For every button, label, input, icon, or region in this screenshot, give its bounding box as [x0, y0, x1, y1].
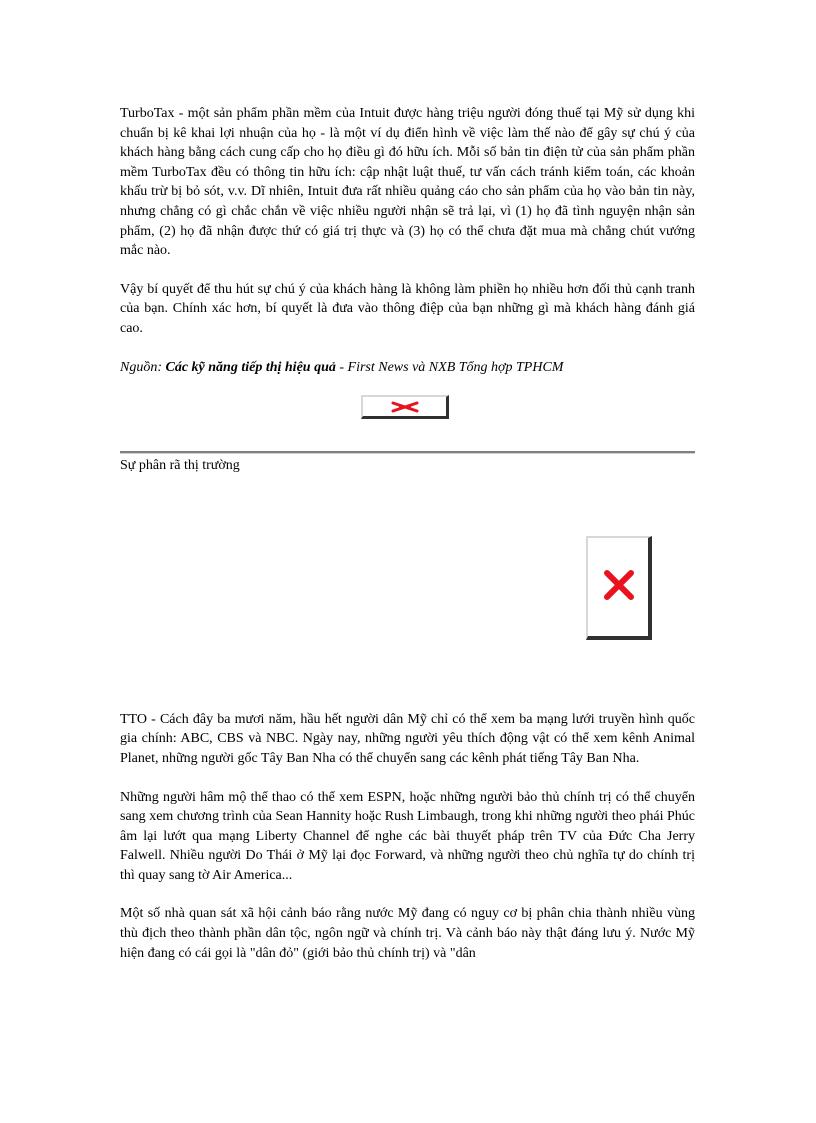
paragraph-observers: Một số nhà quan sát xã hội cảnh báo rằng nước Mỹ đang có nguy cơ bị phân chia thành nhiều vùng thù địch theo thành phần dân tộc, ngôn ngữ và chính trị. Và cảnh báo này thật đáng lưu ý. Nước Mỹ hiện đang có cái gọi là "dân đỏ" (giới bảo thủ chính trị) và "dân: [120, 906, 695, 961]
paragraph-secret: Vậy bí quyết để thu hút sự chú ý của khách hàng là không làm phiền họ nhiều hơn đối thủ cạnh tranh của bạn. Chính xác hơn, bí quyết là đưa vào thông điệp của bạn những gì mà khách hàng đánh giá cao.: [120, 281, 695, 336]
paragraph-turbotax: TurboTax - một sản phẩm phần mềm của Intuit được hàng triệu người đóng thuế tại Mỹ sử dụng khi chuẩn bị kê khai lợi nhuận của họ - là một ví dụ điển hình về việc làm thế nào để gây sự chú ý của khách hàng bằng cách cung cấp cho họ điều gì đó hữu ích. Mỗi số bản tin điện tử của sản phẩm phần mềm TurboTax đều có thông tin hữu ích: cập nhật luật thuế, tư vấn cách tránh kiểm toán, các khoản khấu trừ bị bỏ sót, v.v. Dĩ nhiên, Intuit đưa rất nhiều quảng cáo cho sản phẩm của họ vào bản tin này, nhưng chẳng có gì chắc chắn về việc nhiều người nhận sẽ trả lại, vì (1) họ đã tình nguyện nhận sản phẩm, (2) họ đã nhận được thứ có giá trị thực và (3) họ có thể chưa đặt mua mà chẳng chút vướng mắc nào.: [120, 106, 695, 259]
source-title: Các kỹ năng tiếp thị hiệu quả: [165, 359, 336, 375]
document-page: [120, 104, 695, 963]
paragraph-sports: Những người hâm mộ thể thao có thể xem ESPN, hoặc những người bảo thủ chính trị có thể chuyển sang xem chương trình của Sean Hannity hoặc Rush Limbaugh, trong khi những người theo phái Phúc âm lại lướt qua mạng Liberty Channel để nghe các bài thuyết pháp trên TV của Đức Cha Jerry Falwell. Nhiều người Do Thái ở Mỹ lại đọc Forward, và những người theo chủ nghĩa tự do chính trị thì quay sang tờ Air America...: [120, 789, 695, 883]
source-suffix: - First News và NXB Tổng hợp TPHCM: [335, 359, 564, 375]
broken-image-icon: [361, 395, 449, 419]
x-mark-icon: [602, 568, 636, 602]
paragraph-tto: TTO - Cách đây ba mươi năm, hầu hết người dân Mỹ chỉ có thể xem ba mạng lưới truyền hình quốc gia chính: ABC, CBS và NBC. Ngày nay, những người yêu thích động vật có thể xem kênh Animal Planet, những người gốc Tây Ban Nha có thể chuyển sang các kênh phát tiếng Tây Ban Nha.: [120, 711, 695, 766]
section-title: Sự phân rã thị trường: [120, 458, 240, 474]
broken-image-icon: [586, 536, 652, 640]
horizontal-rule: [120, 451, 695, 454]
x-mark-icon: [391, 401, 419, 413]
source-line: [120, 358, 695, 378]
source-prefix: Nguồn:: [120, 359, 166, 375]
